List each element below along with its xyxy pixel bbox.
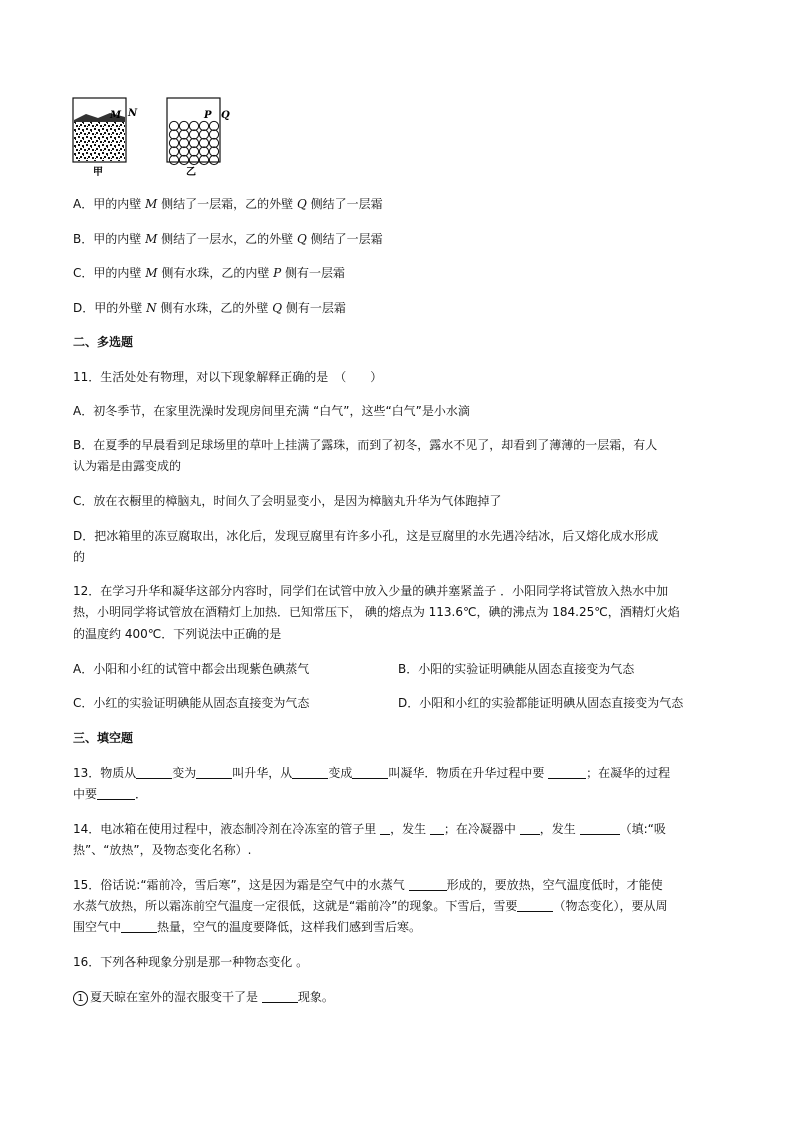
answer-blank[interactable] xyxy=(136,766,172,779)
text: 变成 xyxy=(328,766,353,780)
ice-circle xyxy=(199,138,208,147)
ice-circle xyxy=(189,138,198,147)
q10-option-a xyxy=(73,196,383,212)
ice-circle xyxy=(199,155,208,164)
text: ；在冷凝器中 xyxy=(443,822,520,836)
answer-blank[interactable] xyxy=(97,787,135,800)
ice-circle xyxy=(189,130,198,139)
q12-option-a: A．小阳和小红的试管中都会出现紫色碘蒸气 xyxy=(73,662,310,676)
text: 侧结了一层霜 xyxy=(306,197,383,211)
text: D．甲的外壁 xyxy=(73,301,147,315)
q14-line2: 热”、“放热”，及物态变化名称）. xyxy=(73,843,252,857)
circled-number: 1 xyxy=(73,991,88,1006)
q11-option-a: A．初冬季节，在家里洗澡时发现房间里充满 “白气”，这些“白气”是小水滴 xyxy=(73,404,470,418)
q11-option-d-line2: 的 xyxy=(73,550,86,564)
q16-item-1 xyxy=(73,989,334,1006)
text: 13．物质从 xyxy=(73,766,137,780)
label-M: M xyxy=(110,110,122,121)
var: Q xyxy=(272,301,283,315)
label-N: N xyxy=(128,108,138,119)
answer-blank[interactable] xyxy=(548,766,586,779)
answer-blank[interactable] xyxy=(196,766,232,779)
answer-blank[interactable] xyxy=(380,822,390,835)
answer-blank[interactable] xyxy=(409,878,447,891)
text: 现象。 xyxy=(297,990,334,1004)
text: 叫凝华．物质在升华过程中要 xyxy=(388,766,549,780)
q11-option-c: C．放在衣橱里的樟脑丸，时间久了会明显变小，是因为樟脑丸升华为气体跑掉了 xyxy=(73,494,502,508)
answer-blank[interactable] xyxy=(517,899,553,912)
answer-blank[interactable] xyxy=(121,920,157,933)
text: 变为 xyxy=(172,766,197,780)
q13-line2 xyxy=(73,786,147,802)
ice-circle xyxy=(169,130,178,139)
q15-line2 xyxy=(73,898,667,914)
ice-circle xyxy=(189,147,198,156)
answer-blank[interactable] xyxy=(430,822,444,835)
var: P xyxy=(273,266,282,280)
ice-circle xyxy=(169,147,178,156)
text: 侧有一层霜 xyxy=(281,266,346,280)
ice-circle xyxy=(199,121,208,130)
section-heading-fill-in: 三、填空题 xyxy=(73,731,134,745)
ice-circle xyxy=(209,138,218,147)
text: 叫升华，从 xyxy=(232,766,293,780)
text: 侧结了一层水，乙的外壁 xyxy=(157,232,297,246)
ice-circle xyxy=(179,121,188,130)
container-yi xyxy=(167,98,220,165)
ice-circle xyxy=(179,155,188,164)
text: 中要 xyxy=(73,787,98,801)
q10-option-c xyxy=(73,265,345,281)
var: M xyxy=(145,232,158,246)
caption-yi: 乙 xyxy=(186,167,196,178)
text: 15．俗话说:“霜前冷，雪后寒”，这是因为霜是空气中的水蒸气 xyxy=(73,878,409,892)
q11-option-d-line1: D．把冰箱里的冻豆腐取出，冰化后，发现豆腐里有许多小孔，这是豆腐里的水先遇冷结冰，后又熔化成水形成 xyxy=(73,529,659,543)
var: Q xyxy=(296,197,307,211)
ice-circle xyxy=(189,121,198,130)
q11-option-b-line2: 认为霜是由露变成的 xyxy=(73,459,182,473)
caption-jia: 甲 xyxy=(93,167,103,178)
var: N xyxy=(146,301,157,315)
section-heading-multiple-choice: 二、多选题 xyxy=(73,335,134,349)
answer-blank[interactable] xyxy=(520,822,540,835)
text: 水蒸气放热，所以霜冻前空气温度一定很低，这就是“霜前冷”的现象。下雪后，雪要 xyxy=(73,899,518,913)
q11-option-b-line1: B．在夏季的早晨看到足球场里的草叶上挂满了露珠，而到了初冬，露水不见了，却看到了薄薄的一层霜，有人 xyxy=(73,438,658,452)
label-P: P xyxy=(204,110,212,121)
text: 14．电冰箱在使用过程中，液态制冷剂在冷冻室的管子里 xyxy=(73,822,381,836)
var: Q xyxy=(297,232,307,246)
answer-blank[interactable] xyxy=(352,766,388,779)
label-Q: Q xyxy=(221,110,230,121)
q13-line1 xyxy=(73,765,670,781)
var: M xyxy=(145,197,158,211)
experiment-figure xyxy=(70,96,240,178)
text: 形成的，要放热，空气温度低时，才能使 xyxy=(446,878,663,892)
text: ． xyxy=(135,787,148,801)
text: 侧有水珠，乙的外壁 xyxy=(156,301,273,315)
q12-option-d: D．小阳和小红的实验都能证明碘从固态直接变为气态 xyxy=(398,696,684,710)
text: 侧结了一层霜，乙的外壁 xyxy=(157,197,297,211)
q10-option-d xyxy=(73,300,346,316)
q16-stem: 16．下列各种现象分别是那一种物态变化 。 xyxy=(73,955,309,969)
var: M xyxy=(145,266,158,280)
ice-circle xyxy=(169,138,178,147)
text: ，发生 xyxy=(539,822,580,836)
ice-circle xyxy=(209,121,218,130)
text: A．甲的内壁 xyxy=(73,197,146,211)
q15-line1 xyxy=(73,877,663,893)
container-jia xyxy=(73,98,126,162)
q12-option-b: B．小阳的实验证明碘能从固态直接变为气态 xyxy=(398,662,635,676)
ice-circles xyxy=(169,121,218,164)
ice-circle xyxy=(209,155,218,164)
ice-circle xyxy=(199,147,208,156)
q12-stem-line3: 的温度约 400℃．下列说法中正确的是 xyxy=(73,627,282,641)
text: （填:“吸 xyxy=(619,822,666,836)
ice-circle xyxy=(169,121,178,130)
text: 侧有水珠，乙的内壁 xyxy=(157,266,274,280)
text: 围空气中 xyxy=(73,920,122,934)
text: B．甲的内壁 xyxy=(73,232,146,246)
ice-circle xyxy=(179,147,188,156)
text: 侧结了一层霜 xyxy=(306,232,383,246)
ice-circle xyxy=(209,147,218,156)
text: 侧有一层霜 xyxy=(282,301,346,315)
answer-blank[interactable] xyxy=(580,822,620,835)
text: 热量，空气的温度要降低，这样我们感到雪后寒。 xyxy=(157,920,422,934)
ice-circle xyxy=(209,130,218,139)
q11-stem: 11．生活处处有物理，对以下现象解释正确的是 （ ） xyxy=(73,370,383,384)
answer-blank[interactable] xyxy=(292,766,328,779)
ice-circle xyxy=(189,155,198,164)
ice-circle xyxy=(199,130,208,139)
q12-stem-line1: 12．在学习升华和凝华这部分内容时，同学们在试管中放入少量的碘并塞紧盖子 ．小阳同学将试管放入热水中加 xyxy=(73,584,669,598)
q14-line1 xyxy=(73,821,666,837)
text: C．甲的内壁 xyxy=(73,266,146,280)
text: 夏天晾在室外的湿衣服变干了是 xyxy=(90,990,262,1004)
text: （物态变化），要从周 xyxy=(553,899,668,913)
q10-option-b xyxy=(73,231,383,247)
ice-circle xyxy=(179,138,188,147)
q12-stem-line2: 热，小明同学将试管放在酒精灯上加热．已知常压下， 碘的熔点为 113.6℃，碘的沸点为 184.25℃，酒精灯火焰 xyxy=(73,605,680,619)
ice-circle xyxy=(179,130,188,139)
text: ，发生 xyxy=(390,822,430,836)
text: ；在凝华的过程 xyxy=(586,766,671,780)
q12-option-c: C．小红的实验证明碘能从固态直接变为气态 xyxy=(73,696,310,710)
q15-line3 xyxy=(73,919,421,935)
ice-circle xyxy=(169,155,178,164)
answer-blank[interactable] xyxy=(262,990,298,1003)
